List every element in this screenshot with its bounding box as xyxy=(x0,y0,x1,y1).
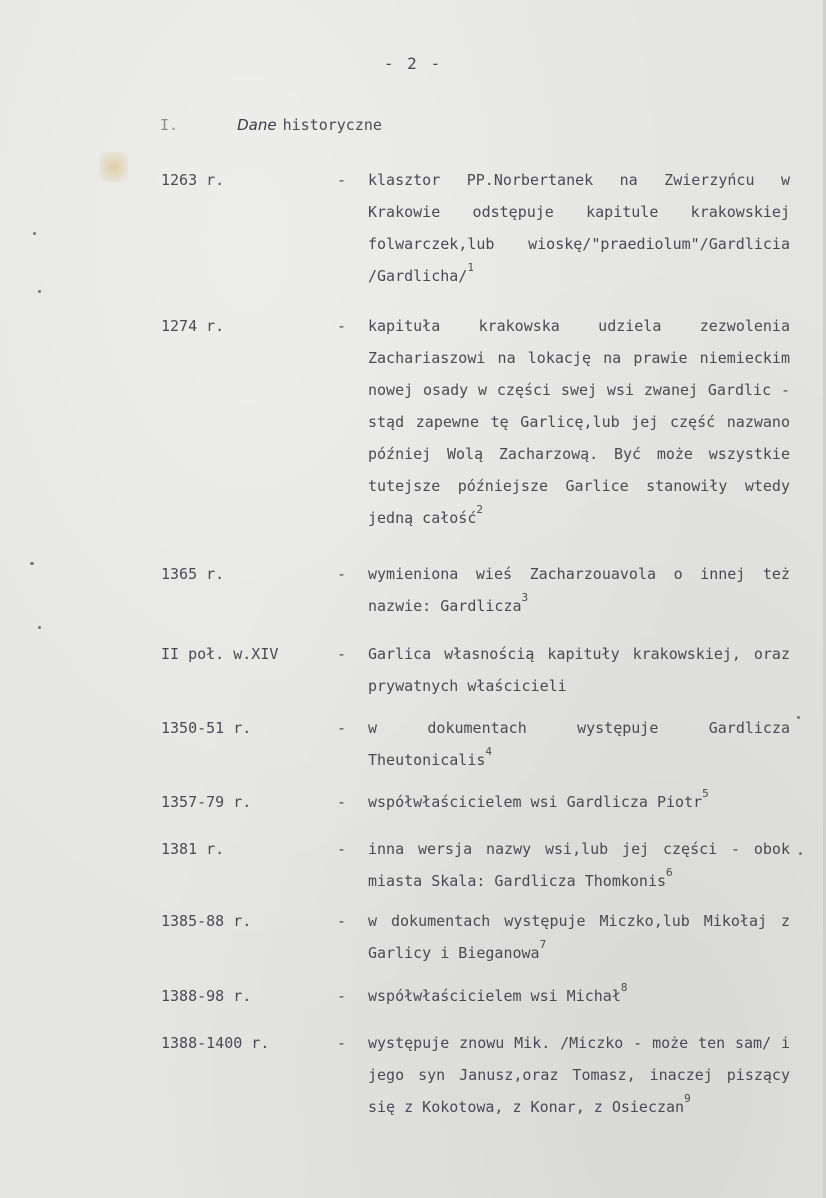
entry-dash: - xyxy=(337,565,347,583)
footnote-marker: 4 xyxy=(485,745,493,758)
paper-stain xyxy=(100,152,128,182)
entry-text xyxy=(368,310,790,534)
entry-text-body: współwłaścicielem wsi Michał xyxy=(368,987,621,1005)
entry-text-body: Garlica własnością kapituły krakowskiej, oraz prywatnych właścicieli xyxy=(368,645,790,695)
entry-date: 1274 r. xyxy=(161,317,225,335)
entry-date: 1263 r. xyxy=(161,171,225,189)
footnote-marker: 3 xyxy=(521,591,529,604)
entry-date: 1357-79 r. xyxy=(161,793,252,811)
entry-dash: - xyxy=(337,317,347,335)
entry-dash: - xyxy=(337,645,347,663)
heading-typed: historyczne xyxy=(282,116,382,134)
entry-text xyxy=(368,786,790,818)
entry-dash: - xyxy=(337,793,347,811)
entry-text xyxy=(368,1027,790,1123)
entry-text xyxy=(368,833,790,897)
entry-text xyxy=(368,905,790,969)
entry-text-body: w dokumentach występuje Gardlicza Theutonicalis xyxy=(368,719,790,769)
entry-text xyxy=(368,164,790,292)
footnote-marker: 1 xyxy=(467,261,474,274)
entry-dash: - xyxy=(337,1034,347,1052)
entry-text-body: występuje znowu Mik. /Miczko - może ten sam/ i jego syn Janusz,oraz Tomasz, inaczej piszący się z Kokotowa, z Konar, z Osieczan xyxy=(368,1034,790,1116)
section-number: I. xyxy=(160,116,188,134)
entry-text-body: w dokumentach występuje Miczko,lub Mikołaj z Garlicy i Bieganowa xyxy=(368,912,790,962)
footnote-marker: 7 xyxy=(539,938,547,951)
page-number: - 2 - xyxy=(383,54,443,73)
entry-text xyxy=(368,712,790,776)
footnote-marker: 5 xyxy=(702,787,709,800)
entry-dash: - xyxy=(337,719,347,737)
margin-speck xyxy=(38,290,41,293)
entry-date: II poł. w.XIV xyxy=(161,645,279,663)
margin-speck xyxy=(799,852,802,855)
entry-dash: - xyxy=(337,840,347,858)
entry-dash: - xyxy=(337,171,347,189)
entry-date: 1388-98 r. xyxy=(161,987,252,1005)
entry-text-body: klasztor PP.Norbertanek na Zwierzyńcu w Krakowie odstępuje kapitule krakowskiej folwarczek,lub wioskę/"praediolum"/Gardlicia /Gardlicha/ xyxy=(368,171,790,285)
entry-date: 1350-51 r. xyxy=(161,719,252,737)
entry-date: 1381 r. xyxy=(161,840,225,858)
entry-dash: - xyxy=(337,987,347,1005)
margin-speck xyxy=(30,562,34,565)
entry-date: 1365 r. xyxy=(161,565,225,583)
entry-text-body: współwłaścicielem wsi Gardlicza Piotr xyxy=(368,793,703,811)
entry-text-body: kapituła krakowska udziela zezwolenia Zachariaszowi na lokację na prawie niemieckim nowej osady w części swej wsi zwanej Gardlic - stąd zapewne tę Garlicę,lub jej część nazwano później Wolą Zacharzową. Być może wszystkie tutejsze późniejsze Garlice stanowiły wtedy jedną całość xyxy=(368,317,790,527)
entry-dash: - xyxy=(337,912,347,930)
footnote-marker: 2 xyxy=(476,503,483,516)
footnote-marker: 6 xyxy=(666,866,673,879)
margin-speck xyxy=(797,716,800,719)
entry-text xyxy=(368,558,790,622)
entry-date: 1385-88 r. xyxy=(161,912,252,930)
margin-speck xyxy=(33,232,36,235)
handwritten-word: Dane xyxy=(237,116,277,134)
footnote-marker: 9 xyxy=(684,1092,691,1105)
entry-text xyxy=(368,980,790,1012)
footnote-marker: 8 xyxy=(620,981,628,994)
margin-speck xyxy=(38,626,41,629)
entry-text xyxy=(368,638,790,702)
entry-date: 1388-1400 r. xyxy=(161,1034,270,1052)
entry-text-body: inna wersja nazwy wsi,lub jej części - obok miasta Skala: Gardlicza Thomkonis xyxy=(368,840,790,890)
entry-text-body: wymieniona wieś Zacharzouavola o innej też nazwie: Gardlicza xyxy=(368,565,790,615)
section-heading xyxy=(160,116,382,134)
